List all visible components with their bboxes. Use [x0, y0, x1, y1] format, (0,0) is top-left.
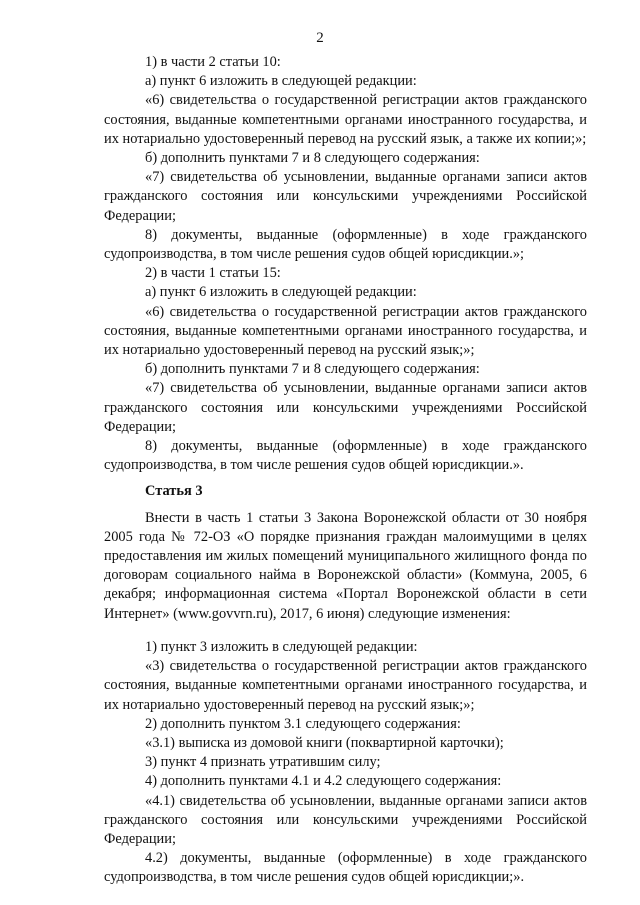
document-body [104, 53, 587, 888]
paragraph: 1) пункт 3 изложить в следующей редакции: [145, 638, 418, 655]
paragraph: б) дополнить пунктами 7 и 8 следующего содержания: [145, 361, 480, 378]
paragraph: «3.1) выписка из домовой книги (поквартирной карточки); [145, 734, 504, 751]
paragraph: «6) свидетельства о государственной регистрации актов гражданского состояния, выданные компетентными органами иностранного государства, и их нотариально удостоверенный перевод на русский язык, а также их копии;»; [104, 92, 587, 147]
article-heading: Статья 3 [145, 483, 203, 500]
spacer [104, 624, 587, 638]
paragraph: 2) дополнить пунктом 3.1 следующего содержания: [145, 715, 461, 732]
paragraph: а) пункт 6 изложить в следующей редакции: [145, 284, 417, 301]
paragraph: 2) в части 1 статьи 15: [145, 265, 281, 282]
paragraph: 4.2) документы, выданные (оформленные) в ходе гражданского судопроизводства, в том числе решения судов общей юрисдикции;». [104, 850, 587, 886]
article-intro: Внести в часть 1 статьи 3 Закона Воронежской области от 30 ноября 2005 года № 72-ОЗ «О порядке признания граждан малоимущими в целях предоставления им жилых помещений муниципального жилищного фонда по договорам социального найма в Воронежской области» (Коммуна, 2005, 6 декабря; информационная система «Портал Воронежской области в сети Интернет» (www.govvrn.ru), 2017, 6 июня) следующие изменения: [104, 509, 587, 622]
paragraph: «4.1) свидетельства об усыновлении, выданные органами записи актов гражданского состояния или консульскими учреждениями Российской Федерации; [104, 792, 587, 847]
paragraph: 1) в части 2 статьи 10: [145, 54, 281, 70]
paragraph: 8) документы, выданные (оформленные) в ходе гражданского судопроизводства, в том числе решения судов общей юрисдикции.». [104, 438, 587, 474]
paragraph: 3) пункт 4 признать утратившим силу; [145, 754, 381, 771]
paragraph: 8) документы, выданные (оформленные) в ходе гражданского судопроизводства, в том числе решения судов общей юрисдикции.»; [104, 226, 587, 263]
paragraph: «7) свидетельства об усыновлении, выданные органами записи актов гражданского состояния или консульскими учреждениями Российской Федерации; [104, 169, 587, 224]
paragraph: 4) дополнить пунктами 4.1 и 4.2 следующего содержания: [145, 773, 502, 790]
paragraph: а) пункт 6 изложить в следующей редакции: [145, 73, 417, 90]
paragraph: б) дополнить пунктами 7 и 8 следующего содержания: [145, 150, 480, 167]
paragraph: «3) свидетельства о государственной регистрации актов гражданского состояния, выданные компетентными органами иностранного государства, и их нотариально удостоверенный перевод на русский язык;»; [104, 658, 587, 713]
paragraph: «7) свидетельства об усыновлении, выданные органами записи актов гражданского состояния или консульскими учреждениями Российской Федерации; [104, 380, 587, 435]
paragraph: «6) свидетельства о государственной регистрации актов гражданского состояния, выданные компетентными органами иностранного государства, и их нотариально удостоверенный перевод на русский язык;»; [104, 303, 587, 359]
page-number: 2 [316, 30, 324, 46]
